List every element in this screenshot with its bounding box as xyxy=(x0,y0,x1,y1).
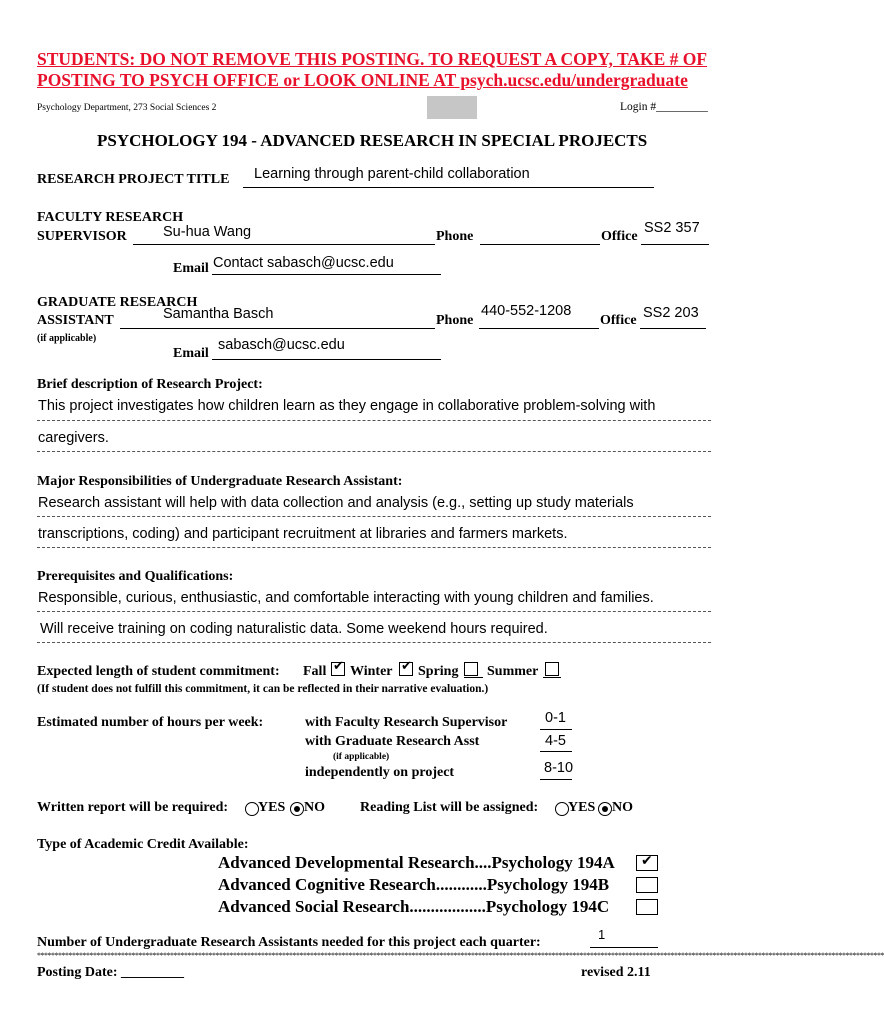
hours-label: Estimated number of hours per week: xyxy=(37,715,264,730)
faculty-email: Contact sabasch@ucsc.edu xyxy=(213,255,394,271)
posting-date-field: Posting Date: _________ xyxy=(37,965,184,980)
fall-checkbox[interactable] xyxy=(331,659,345,676)
grad-name-underline xyxy=(120,328,435,329)
report-yes-radio[interactable] xyxy=(245,802,259,816)
hours-grad-underline xyxy=(540,751,572,752)
report-label: Written report will be required: xyxy=(37,800,229,815)
description-line-1: This project investigates how children learn as they engage in collaborative problem-solving with xyxy=(38,398,656,414)
faculty-phone-underline xyxy=(480,244,600,245)
faculty-phone-label: Phone xyxy=(436,229,474,244)
grad-email-label: Email xyxy=(173,346,209,361)
hours-independent-underline xyxy=(540,779,572,780)
grad-phone: 440-552-1208 xyxy=(481,303,572,319)
prereq-rule-1 xyxy=(37,611,711,612)
check-icon: ✔ xyxy=(401,659,412,674)
faculty-email-underline xyxy=(212,274,441,275)
spring-label: Spring xyxy=(418,664,459,679)
reading-no-label: NO xyxy=(612,800,633,815)
project-title-label: RESEARCH PROJECT TITLE xyxy=(37,172,230,187)
grad-phone-label: Phone xyxy=(436,313,474,328)
login-number-field: Login #_________ xyxy=(620,101,708,113)
credit-194b-checkbox[interactable] xyxy=(636,877,658,893)
faculty-label-line2: SUPERVISOR xyxy=(37,229,127,244)
description-line-2: caregivers. xyxy=(38,430,109,446)
responsibilities-label: Major Responsibilities of Undergraduate Research Assistant: xyxy=(37,474,403,489)
gray-stamp-box xyxy=(427,96,477,119)
faculty-name-underline xyxy=(133,244,435,245)
winter-label: Winter xyxy=(350,664,393,679)
grad-label-line1: GRADUATE RESEARCH xyxy=(37,295,198,310)
commitment-note: (If student does not fulfill this commitment, it can be reflected in their narrative evaluation.) xyxy=(37,683,489,695)
winter-checkbox[interactable] xyxy=(399,659,413,676)
grad-name: Samantha Basch xyxy=(163,306,274,322)
summer-label: Summer xyxy=(487,664,539,679)
credit-194c-checkbox[interactable] xyxy=(636,899,658,915)
check-icon: ✔ xyxy=(641,853,653,869)
reading-yes-label: YES xyxy=(568,800,596,815)
prereq-line-1: Responsible, curious, enthusiastic, and comfortable interacting with young children and families. xyxy=(38,590,654,606)
faculty-name: Su-hua Wang xyxy=(163,224,252,240)
hours-grad-note: (if applicable) xyxy=(333,752,390,762)
prereq-rule-2 xyxy=(37,642,711,643)
hours-independent-value: 8-10 xyxy=(544,760,574,776)
reading-yes-radio[interactable] xyxy=(555,802,569,816)
grad-office-label: Office xyxy=(600,313,637,328)
faculty-office: SS2 357 xyxy=(644,220,700,236)
assistants-label: Number of Undergraduate Research Assistants needed for this project each quarter: xyxy=(37,935,541,950)
grad-label-line2: ASSISTANT xyxy=(37,313,114,328)
grad-phone-underline xyxy=(479,328,599,329)
grad-office: SS2 203 xyxy=(643,305,699,321)
responsibilities-line-1: Research assistant will help with data collection and analysis (e.g., setting up study materials xyxy=(38,495,634,511)
commitment-label: Expected length of student commitment: xyxy=(37,664,280,679)
spring-underline xyxy=(464,677,483,678)
fall-label: Fall xyxy=(303,664,327,679)
credit-194a-checkbox[interactable] xyxy=(636,855,658,871)
summer-checkbox[interactable] xyxy=(545,662,559,676)
report-no-radio[interactable] xyxy=(290,802,304,816)
grad-email-underline xyxy=(212,359,441,360)
hours-faculty-label: with Faculty Research Supervisor xyxy=(305,715,508,730)
radio-selected-dot xyxy=(294,806,300,812)
assistants-underline xyxy=(590,947,658,948)
credit-label: Type of Academic Credit Available: xyxy=(37,837,249,852)
page-title: PSYCHOLOGY 194 - ADVANCED RESEARCH IN SPECIAL PROJECTS xyxy=(97,131,648,150)
notice-line-2: POSTING TO PSYCH OFFICE or LOOK ONLINE AT psych.ucsc.edu/undergraduate xyxy=(37,70,688,90)
report-yes-label: YES xyxy=(258,800,286,815)
reading-label: Reading List will be assigned: xyxy=(360,800,539,815)
star-divider: ************************************************************************************************************************************************************************************************************************************************** xyxy=(37,951,884,960)
description-rule-2 xyxy=(37,451,711,452)
hours-grad-label: with Graduate Research Asst xyxy=(305,734,480,749)
faculty-email-label: Email xyxy=(173,261,209,276)
prereq-label: Prerequisites and Qualifications: xyxy=(37,569,234,584)
notice-line-1: STUDENTS: DO NOT REMOVE THIS POSTING. TO REQUEST A COPY, TAKE # OF xyxy=(37,49,708,69)
credit-item-194a: Advanced Developmental Research....Psychology 194A xyxy=(218,853,615,872)
responsibilities-line-2: transcriptions, coding) and participant recruitment at libraries and farmers markets. xyxy=(38,526,568,542)
reading-no-radio[interactable] xyxy=(598,802,612,816)
hours-faculty-underline xyxy=(540,729,572,730)
grad-email: sabasch@ucsc.edu xyxy=(218,337,345,353)
grad-office-underline xyxy=(640,328,706,329)
responsibilities-rule-2 xyxy=(37,547,711,548)
hours-grad-value: 4-5 xyxy=(545,733,566,749)
spring-checkbox[interactable] xyxy=(464,662,478,676)
grad-applicable-note: (if applicable) xyxy=(37,333,97,344)
prereq-line-2: Will receive training on coding naturalistic data. Some weekend hours required. xyxy=(40,621,548,637)
hours-faculty-value: 0-1 xyxy=(545,710,566,726)
revised-label: revised 2.11 xyxy=(581,965,651,980)
project-title-underline xyxy=(243,187,654,188)
report-no-label: NO xyxy=(304,800,325,815)
faculty-office-underline xyxy=(641,244,709,245)
check-icon: ✔ xyxy=(333,659,344,674)
department-address: Psychology Department, 273 Social Sciences 2 xyxy=(37,103,217,113)
project-title-value: Learning through parent-child collaboration xyxy=(254,166,530,182)
description-label: Brief description of Research Project: xyxy=(37,377,263,392)
responsibilities-rule-1 xyxy=(37,516,711,517)
summer-underline xyxy=(543,677,561,678)
radio-selected-dot xyxy=(602,806,608,812)
credit-item-194c: Advanced Social Research..................Psychology 194C xyxy=(218,897,610,916)
assistants-value: 1 xyxy=(598,927,606,942)
hours-independent-label: independently on project xyxy=(305,765,455,780)
description-rule-1 xyxy=(37,420,711,421)
faculty-label-line1: FACULTY RESEARCH xyxy=(37,210,184,225)
credit-item-194b: Advanced Cognitive Research............Psychology 194B xyxy=(218,875,610,894)
faculty-office-label: Office xyxy=(601,229,638,244)
